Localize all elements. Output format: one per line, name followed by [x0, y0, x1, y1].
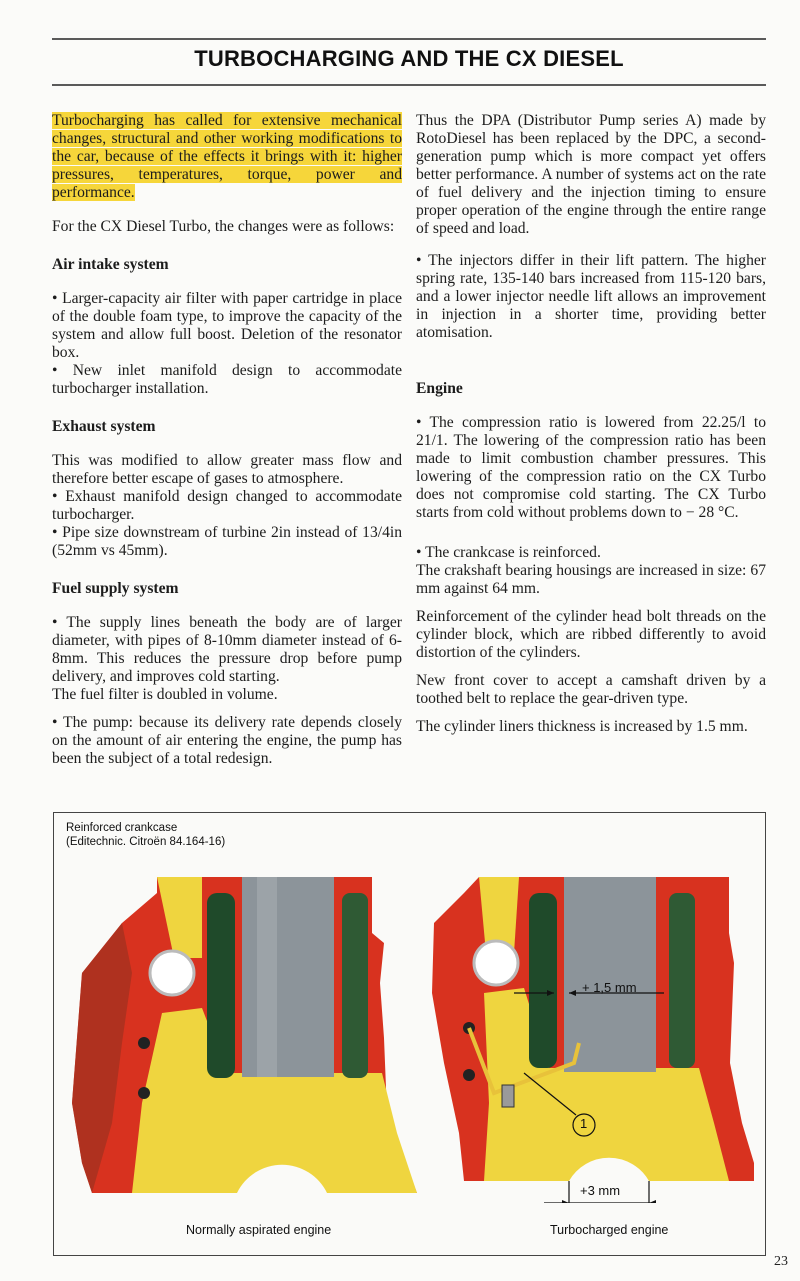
cylinder-liner	[242, 877, 334, 1077]
callout-number: 1	[580, 1116, 588, 1131]
turbocharged-crankcase-image	[424, 863, 759, 1203]
pump-paragraph: Thus the DPA (Distributor Pump series A) made by RotoDiesel has been replaced by the DPC, a second-generation pump which is more compact yet offers better performance. A number of systems act on the rate of fuel delivery and the injection timing to ensure proper operation of the engine through the entire range of speed and load.	[416, 112, 766, 237]
top-rule	[52, 38, 766, 40]
arrowhead	[649, 1200, 656, 1203]
page-number: 23	[774, 1254, 788, 1269]
section-heading-exhaust: Exhaust system	[52, 418, 156, 435]
intro-paragraph	[52, 112, 402, 202]
fuel-bullet-1: • The supply lines beneath the body are of larger diameter, with pipes of 8-10mm diameter instead of 6-8mm. This reduces the pressure drop before pump delivery, and improves cold starting.	[52, 614, 402, 685]
liner-annotation: + 1,5 mm	[582, 980, 637, 995]
left-column	[52, 112, 402, 768]
exhaust-bullet-1: • Exhaust manifold design changed to accommodate turbocharger.	[52, 488, 402, 523]
exhaust-intro: This was modified to allow greater mass flow and therefore better escape of gases to atmosphere.	[52, 452, 402, 487]
right-image-label: Turbocharged engine	[550, 1223, 669, 1237]
water-jacket-right	[342, 893, 368, 1078]
air-intake-bullet-2: • New inlet manifold design to accommodate turbocharger installation.	[52, 362, 402, 397]
arrowhead	[562, 1200, 569, 1203]
engine-front-cover-paragraph: New front cover to accept a camshaft driven by a toothed belt to replace the gear-driven type.	[416, 672, 766, 707]
crankcase-figure	[53, 812, 766, 1256]
section-heading-engine: Engine	[416, 380, 463, 397]
title-underline-rule	[52, 84, 766, 86]
section-heading-fuel-supply: Fuel supply system	[52, 580, 179, 597]
oil-gallery-hole	[474, 941, 518, 985]
oil-gallery-hole	[150, 951, 194, 995]
bearing-annotation: +3 mm	[580, 1183, 621, 1198]
fuel-bullet-pump: • The pump: because its delivery rate depends closely on the amount of air entering the engine, the pump has been the subject of a total redesign.	[52, 714, 402, 767]
left-image-label: Normally aspirated engine	[186, 1223, 332, 1237]
figure-caption-title: Reinforced crankcase	[66, 822, 178, 834]
bolt-hole	[138, 1087, 150, 1099]
engine-compression-paragraph: • The compression ratio is lowered from 22.25/l to 21/1. The lowering of the compression ratio has been made to limit combustion chamber pressures. This lowering of the compression ratio on the CX Turbo does not compromise cold starting. The CX Turbo starts from cold without problems down to − 28 °C.	[416, 414, 766, 521]
engine-crankcase-bullet: • The crankcase is reinforced.	[416, 544, 601, 561]
highlighted-intro-text: Turbocharging has called for extensive mechanical changes, structural and other working modifications to the car, because of the effects it brings with it: higher pressures, temperatures, torque, power and performance.	[52, 112, 402, 201]
page-title: TURBOCHARGING AND THE CX DIESEL	[194, 46, 624, 71]
water-jacket-right	[669, 893, 695, 1068]
engine-bearing-paragraph: The crakshaft bearing housings are increased in size: 67 mm against 64 mm.	[416, 562, 766, 597]
injectors-paragraph: • The injectors differ in their lift pattern. The higher spring rate, 135-140 bars increased from 115-120 bars, and a lower injector needle lift allows an improvement in injection in a shorter time, providing better atomisation.	[416, 252, 766, 341]
fuel-filter-line: The fuel filter is doubled in volume.	[52, 686, 278, 703]
figure-caption	[66, 821, 225, 849]
bolt-hole	[138, 1037, 150, 1049]
figure-caption-source: (Editechnic. Citroën 84.164-16)	[66, 836, 226, 848]
engine-liner-paragraph: The cylinder liners thickness is increased by 1.5 mm.	[416, 718, 748, 735]
intro-followup: For the CX Diesel Turbo, the changes were as follows:	[52, 218, 395, 235]
water-jacket-left	[207, 893, 235, 1078]
exhaust-bullet-2: • Pipe size downstream of turbine 2in instead of 13/4in (52mm vs 45mm).	[52, 524, 402, 559]
oil-jet-fitting	[502, 1085, 514, 1107]
cylinder-liner-highlight	[257, 877, 277, 1077]
water-jacket-left	[529, 893, 557, 1068]
section-heading-air-intake: Air intake system	[52, 256, 169, 273]
right-column	[416, 112, 766, 736]
air-intake-bullet-1: • Larger-capacity air filter with paper cartridge in place of the double foam type, to improve the capacity of the system and allow full boost. Deletion of the resonator box.	[52, 290, 402, 361]
normally-aspirated-crankcase-image	[62, 863, 432, 1203]
engine-bolt-paragraph: Reinforcement of the cylinder head bolt threads on the cylinder block, which are ribbed differently to avoid distortion of the cylinders.	[416, 608, 766, 661]
bolt-hole	[463, 1069, 475, 1081]
